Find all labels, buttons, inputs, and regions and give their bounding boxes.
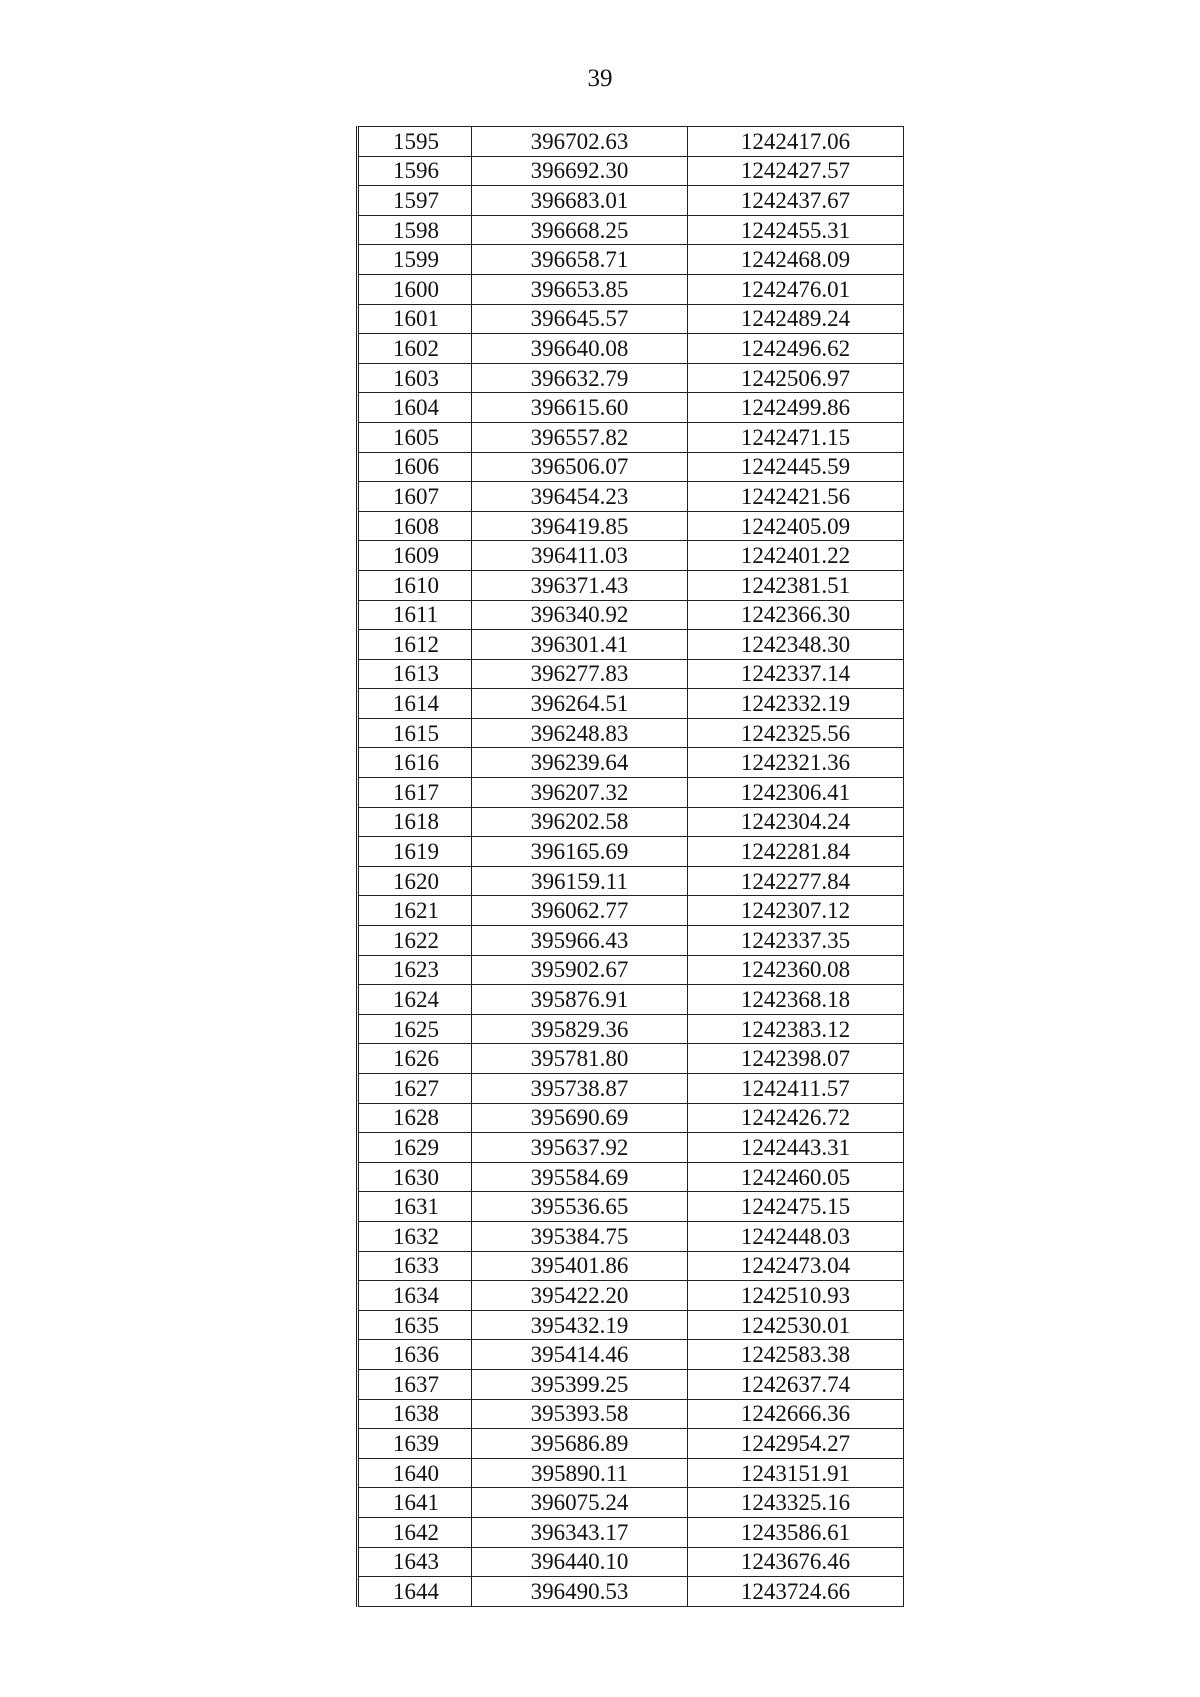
table-row bbox=[358, 334, 904, 364]
point-number-cell: 1609 bbox=[358, 541, 472, 571]
y-coordinate-cell: 1242496.62 bbox=[688, 334, 904, 364]
table-row bbox=[358, 600, 904, 630]
table-row bbox=[358, 274, 904, 304]
x-coordinate-cell: 395584.69 bbox=[472, 1162, 688, 1192]
table-row bbox=[358, 659, 904, 689]
y-coordinate-cell: 1242510.93 bbox=[688, 1281, 904, 1311]
point-number-cell: 1604 bbox=[358, 393, 472, 423]
coordinates-table bbox=[356, 126, 904, 1607]
table-row bbox=[358, 778, 904, 808]
point-number-cell: 1639 bbox=[358, 1429, 472, 1459]
x-coordinate-cell: 395422.20 bbox=[472, 1281, 688, 1311]
point-number-cell: 1600 bbox=[358, 274, 472, 304]
x-coordinate-cell: 396702.63 bbox=[472, 127, 688, 157]
table-row bbox=[358, 1458, 904, 1488]
point-number-cell: 1618 bbox=[358, 807, 472, 837]
table-row bbox=[358, 215, 904, 245]
point-number-cell: 1606 bbox=[358, 452, 472, 482]
point-number-cell: 1636 bbox=[358, 1340, 472, 1370]
y-coordinate-cell: 1242583.38 bbox=[688, 1340, 904, 1370]
y-coordinate-cell: 1242445.59 bbox=[688, 452, 904, 482]
x-coordinate-cell: 395399.25 bbox=[472, 1369, 688, 1399]
table-row bbox=[358, 1221, 904, 1251]
y-coordinate-cell: 1242337.35 bbox=[688, 926, 904, 956]
table-row bbox=[358, 422, 904, 452]
y-coordinate-cell: 1242366.30 bbox=[688, 600, 904, 630]
x-coordinate-cell: 396506.07 bbox=[472, 452, 688, 482]
x-coordinate-cell: 396632.79 bbox=[472, 363, 688, 393]
point-number-cell: 1625 bbox=[358, 1014, 472, 1044]
y-coordinate-cell: 1242468.09 bbox=[688, 245, 904, 275]
table-row bbox=[358, 837, 904, 867]
y-coordinate-cell: 1242325.56 bbox=[688, 718, 904, 748]
point-number-cell: 1613 bbox=[358, 659, 472, 689]
point-number-cell: 1626 bbox=[358, 1044, 472, 1074]
point-number-cell: 1644 bbox=[358, 1577, 472, 1607]
table-row bbox=[358, 304, 904, 334]
point-number-cell: 1632 bbox=[358, 1221, 472, 1251]
y-coordinate-cell: 1242281.84 bbox=[688, 837, 904, 867]
point-number-cell: 1611 bbox=[358, 600, 472, 630]
x-coordinate-cell: 396159.11 bbox=[472, 866, 688, 896]
x-coordinate-cell: 396411.03 bbox=[472, 541, 688, 571]
y-coordinate-cell: 1242401.22 bbox=[688, 541, 904, 571]
x-coordinate-cell: 395384.75 bbox=[472, 1221, 688, 1251]
x-coordinate-cell: 396264.51 bbox=[472, 689, 688, 719]
point-number-cell: 1620 bbox=[358, 866, 472, 896]
y-coordinate-cell: 1242398.07 bbox=[688, 1044, 904, 1074]
x-coordinate-cell: 396062.77 bbox=[472, 896, 688, 926]
point-number-cell: 1598 bbox=[358, 215, 472, 245]
point-number-cell: 1617 bbox=[358, 778, 472, 808]
table-row bbox=[358, 570, 904, 600]
table-row bbox=[358, 156, 904, 186]
point-number-cell: 1635 bbox=[358, 1310, 472, 1340]
point-number-cell: 1608 bbox=[358, 511, 472, 541]
table-row bbox=[358, 1429, 904, 1459]
y-coordinate-cell: 1242443.31 bbox=[688, 1133, 904, 1163]
y-coordinate-cell: 1243724.66 bbox=[688, 1577, 904, 1607]
table-row bbox=[358, 896, 904, 926]
y-coordinate-cell: 1242321.36 bbox=[688, 748, 904, 778]
x-coordinate-cell: 396653.85 bbox=[472, 274, 688, 304]
y-coordinate-cell: 1242360.08 bbox=[688, 955, 904, 985]
y-coordinate-cell: 1242426.72 bbox=[688, 1103, 904, 1133]
point-number-cell: 1623 bbox=[358, 955, 472, 985]
x-coordinate-cell: 396640.08 bbox=[472, 334, 688, 364]
point-number-cell: 1602 bbox=[358, 334, 472, 364]
table-row bbox=[358, 1103, 904, 1133]
table-row bbox=[358, 1369, 904, 1399]
point-number-cell: 1630 bbox=[358, 1162, 472, 1192]
x-coordinate-cell: 396645.57 bbox=[472, 304, 688, 334]
x-coordinate-cell: 395966.43 bbox=[472, 926, 688, 956]
point-number-cell: 1616 bbox=[358, 748, 472, 778]
table-row bbox=[358, 482, 904, 512]
x-coordinate-cell: 396248.83 bbox=[472, 718, 688, 748]
table-row bbox=[358, 1517, 904, 1547]
table-row bbox=[358, 1251, 904, 1281]
y-coordinate-cell: 1242307.12 bbox=[688, 896, 904, 926]
y-coordinate-cell: 1242489.24 bbox=[688, 304, 904, 334]
x-coordinate-cell: 396615.60 bbox=[472, 393, 688, 423]
point-number-cell: 1643 bbox=[358, 1547, 472, 1577]
table-row bbox=[358, 985, 904, 1015]
x-coordinate-cell: 396207.32 bbox=[472, 778, 688, 808]
y-coordinate-cell: 1242460.05 bbox=[688, 1162, 904, 1192]
table-row bbox=[358, 807, 904, 837]
table-row bbox=[358, 1488, 904, 1518]
table-row bbox=[358, 186, 904, 216]
y-coordinate-cell: 1243586.61 bbox=[688, 1517, 904, 1547]
x-coordinate-cell: 396301.41 bbox=[472, 630, 688, 660]
y-coordinate-cell: 1242405.09 bbox=[688, 511, 904, 541]
y-coordinate-cell: 1242304.24 bbox=[688, 807, 904, 837]
y-coordinate-cell: 1242954.27 bbox=[688, 1429, 904, 1459]
table-row bbox=[358, 1281, 904, 1311]
x-coordinate-cell: 395393.58 bbox=[472, 1399, 688, 1429]
y-coordinate-cell: 1242337.14 bbox=[688, 659, 904, 689]
y-coordinate-cell: 1243151.91 bbox=[688, 1458, 904, 1488]
y-coordinate-cell: 1242427.57 bbox=[688, 156, 904, 186]
y-coordinate-cell: 1242476.01 bbox=[688, 274, 904, 304]
point-number-cell: 1633 bbox=[358, 1251, 472, 1281]
x-coordinate-cell: 396490.53 bbox=[472, 1577, 688, 1607]
table-row bbox=[358, 1162, 904, 1192]
y-coordinate-cell: 1242666.36 bbox=[688, 1399, 904, 1429]
y-coordinate-cell: 1242473.04 bbox=[688, 1251, 904, 1281]
x-coordinate-cell: 396165.69 bbox=[472, 837, 688, 867]
y-coordinate-cell: 1242411.57 bbox=[688, 1074, 904, 1104]
y-coordinate-cell: 1242348.30 bbox=[688, 630, 904, 660]
table-row bbox=[358, 1044, 904, 1074]
x-coordinate-cell: 395781.80 bbox=[472, 1044, 688, 1074]
y-coordinate-cell: 1242471.15 bbox=[688, 422, 904, 452]
table-row bbox=[358, 541, 904, 571]
x-coordinate-cell: 395902.67 bbox=[472, 955, 688, 985]
point-number-cell: 1624 bbox=[358, 985, 472, 1015]
point-number-cell: 1637 bbox=[358, 1369, 472, 1399]
x-coordinate-cell: 395401.86 bbox=[472, 1251, 688, 1281]
x-coordinate-cell: 396683.01 bbox=[472, 186, 688, 216]
x-coordinate-cell: 396557.82 bbox=[472, 422, 688, 452]
point-number-cell: 1621 bbox=[358, 896, 472, 926]
y-coordinate-cell: 1242417.06 bbox=[688, 127, 904, 157]
y-coordinate-cell: 1242381.51 bbox=[688, 570, 904, 600]
table-row bbox=[358, 511, 904, 541]
point-number-cell: 1597 bbox=[358, 186, 472, 216]
x-coordinate-cell: 395738.87 bbox=[472, 1074, 688, 1104]
x-coordinate-cell: 395536.65 bbox=[472, 1192, 688, 1222]
point-number-cell: 1614 bbox=[358, 689, 472, 719]
point-number-cell: 1601 bbox=[358, 304, 472, 334]
table-row bbox=[358, 1340, 904, 1370]
point-number-cell: 1612 bbox=[358, 630, 472, 660]
x-coordinate-cell: 395876.91 bbox=[472, 985, 688, 1015]
point-number-cell: 1610 bbox=[358, 570, 472, 600]
x-coordinate-cell: 396340.92 bbox=[472, 600, 688, 630]
table-row bbox=[358, 1310, 904, 1340]
x-coordinate-cell: 395432.19 bbox=[472, 1310, 688, 1340]
x-coordinate-cell: 396419.85 bbox=[472, 511, 688, 541]
y-coordinate-cell: 1242368.18 bbox=[688, 985, 904, 1015]
table-row bbox=[358, 926, 904, 956]
y-coordinate-cell: 1242332.19 bbox=[688, 689, 904, 719]
x-coordinate-cell: 396692.30 bbox=[472, 156, 688, 186]
y-coordinate-cell: 1242499.86 bbox=[688, 393, 904, 423]
point-number-cell: 1627 bbox=[358, 1074, 472, 1104]
x-coordinate-cell: 395829.36 bbox=[472, 1014, 688, 1044]
table-row bbox=[358, 1577, 904, 1607]
table-row bbox=[358, 1133, 904, 1163]
point-number-cell: 1634 bbox=[358, 1281, 472, 1311]
table-row bbox=[358, 1547, 904, 1577]
x-coordinate-cell: 395414.46 bbox=[472, 1340, 688, 1370]
y-coordinate-cell: 1242437.67 bbox=[688, 186, 904, 216]
table-row bbox=[358, 393, 904, 423]
x-coordinate-cell: 396658.71 bbox=[472, 245, 688, 275]
y-coordinate-cell: 1242506.97 bbox=[688, 363, 904, 393]
table-row bbox=[358, 866, 904, 896]
x-coordinate-cell: 395637.92 bbox=[472, 1133, 688, 1163]
point-number-cell: 1596 bbox=[358, 156, 472, 186]
table-row bbox=[358, 1192, 904, 1222]
point-number-cell: 1638 bbox=[358, 1399, 472, 1429]
point-number-cell: 1622 bbox=[358, 926, 472, 956]
point-number-cell: 1595 bbox=[358, 127, 472, 157]
table-row bbox=[358, 718, 904, 748]
point-number-cell: 1615 bbox=[358, 718, 472, 748]
x-coordinate-cell: 395690.69 bbox=[472, 1103, 688, 1133]
y-coordinate-cell: 1242637.74 bbox=[688, 1369, 904, 1399]
x-coordinate-cell: 396202.58 bbox=[472, 807, 688, 837]
x-coordinate-cell: 396075.24 bbox=[472, 1488, 688, 1518]
point-number-cell: 1619 bbox=[358, 837, 472, 867]
y-coordinate-cell: 1243325.16 bbox=[688, 1488, 904, 1518]
point-number-cell: 1603 bbox=[358, 363, 472, 393]
x-coordinate-cell: 396454.23 bbox=[472, 482, 688, 512]
table-row bbox=[358, 630, 904, 660]
point-number-cell: 1605 bbox=[358, 422, 472, 452]
coordinates-table-body bbox=[358, 127, 904, 1607]
y-coordinate-cell: 1243676.46 bbox=[688, 1547, 904, 1577]
x-coordinate-cell: 396371.43 bbox=[472, 570, 688, 600]
x-coordinate-cell: 396277.83 bbox=[472, 659, 688, 689]
x-coordinate-cell: 396440.10 bbox=[472, 1547, 688, 1577]
point-number-cell: 1628 bbox=[358, 1103, 472, 1133]
y-coordinate-cell: 1242475.15 bbox=[688, 1192, 904, 1222]
table-row bbox=[358, 955, 904, 985]
point-number-cell: 1629 bbox=[358, 1133, 472, 1163]
point-number-cell: 1631 bbox=[358, 1192, 472, 1222]
table-row bbox=[358, 689, 904, 719]
point-number-cell: 1640 bbox=[358, 1458, 472, 1488]
table-row bbox=[358, 1399, 904, 1429]
x-coordinate-cell: 395686.89 bbox=[472, 1429, 688, 1459]
table-row bbox=[358, 127, 904, 157]
point-number-cell: 1641 bbox=[358, 1488, 472, 1518]
y-coordinate-cell: 1242455.31 bbox=[688, 215, 904, 245]
x-coordinate-cell: 396343.17 bbox=[472, 1517, 688, 1547]
point-number-cell: 1599 bbox=[358, 245, 472, 275]
page-number: 39 bbox=[587, 65, 613, 92]
point-number-cell: 1607 bbox=[358, 482, 472, 512]
x-coordinate-cell: 396239.64 bbox=[472, 748, 688, 778]
table-row bbox=[358, 363, 904, 393]
y-coordinate-cell: 1242306.41 bbox=[688, 778, 904, 808]
table-row bbox=[358, 245, 904, 275]
y-coordinate-cell: 1242421.56 bbox=[688, 482, 904, 512]
y-coordinate-cell: 1242383.12 bbox=[688, 1014, 904, 1044]
y-coordinate-cell: 1242448.03 bbox=[688, 1221, 904, 1251]
point-number-cell: 1642 bbox=[358, 1517, 472, 1547]
table-row bbox=[358, 452, 904, 482]
table-row bbox=[358, 1014, 904, 1044]
table-row bbox=[358, 1074, 904, 1104]
y-coordinate-cell: 1242530.01 bbox=[688, 1310, 904, 1340]
x-coordinate-cell: 396668.25 bbox=[472, 215, 688, 245]
table-row bbox=[358, 748, 904, 778]
y-coordinate-cell: 1242277.84 bbox=[688, 866, 904, 896]
x-coordinate-cell: 395890.11 bbox=[472, 1458, 688, 1488]
